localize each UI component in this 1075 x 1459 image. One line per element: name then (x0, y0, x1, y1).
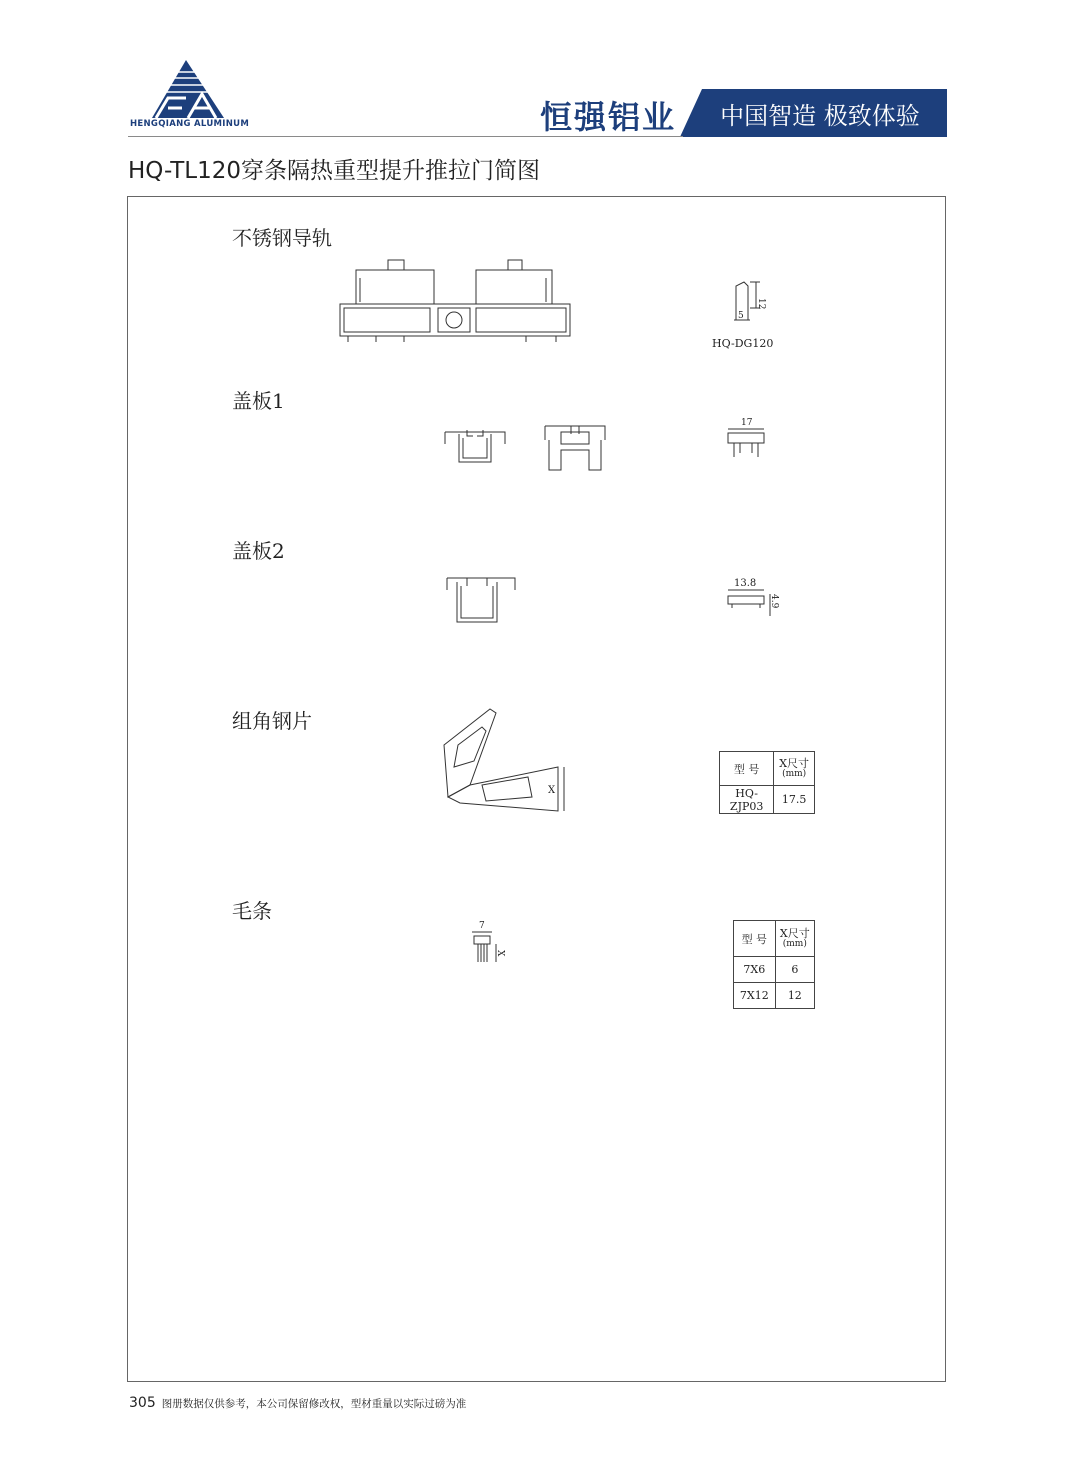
guide-rail-dim-width: 5 (738, 311, 744, 321)
logo-text: HENGQIANG ALUMINUM (130, 119, 250, 129)
header-divider (128, 136, 683, 137)
brand-name: 恒强铝业 (540, 98, 677, 136)
brush-strip-spec-table (733, 920, 815, 1009)
spec-cell-model: 7X6 (734, 957, 776, 983)
corner-steel-piece-drawing (440, 705, 570, 817)
spec-cell-model: 7X12 (734, 983, 776, 1009)
spec-header-x-size: X尺寸 (mm) (775, 921, 814, 957)
cover-plate-1-dim-width: 17 (741, 418, 753, 428)
section-label-cover-plate-1: 盖板1 (232, 389, 285, 413)
page-number: 305 (129, 1395, 156, 1411)
section-label-brush-strip: 毛条 (232, 899, 272, 923)
section-label-cover-plate-2: 盖板2 (232, 539, 285, 563)
guide-rail-profile-drawing (330, 258, 580, 348)
spec-cell-model: HQ-ZJP03 (720, 786, 774, 814)
brush-strip-dim-x: X (495, 950, 505, 957)
spec-header-model: 型 号 (734, 921, 776, 957)
spec-cell-x-value: 17.5 (774, 786, 815, 814)
corner-steel-spec-table (719, 751, 815, 814)
section-label-corner-steel: 组角钢片 (232, 709, 312, 733)
guide-rail-part-code: HQ-DG120 (712, 337, 774, 350)
cover-plate-1-drawing-b (543, 424, 608, 474)
cover-plate-2-drawing (445, 574, 520, 626)
cover-plate-2-section-drawing (722, 574, 782, 619)
brush-strip-drawing (466, 918, 516, 968)
page-footer (129, 1395, 466, 1411)
spec-header-model: 型 号 (720, 752, 774, 786)
cover-plate-2-dim-width: 13.8 (734, 578, 757, 589)
cover-plate-2-dim-height: 4.9 (769, 594, 779, 609)
corner-steel-dim-x: X (548, 785, 556, 796)
spec-header-x-size: X尺寸 (mm) (774, 752, 815, 786)
page-title: HQ-TL120穿条隔热重型提升推拉门简图 (128, 158, 540, 184)
spec-cell-x-value: 12 (775, 983, 814, 1009)
section-label-guide-rail: 不锈钢导轨 (232, 226, 332, 250)
cover-plate-1-section-drawing (722, 415, 772, 460)
brush-strip-dim-width: 7 (479, 921, 485, 931)
spec-cell-x-value: 6 (775, 957, 814, 983)
guide-rail-dim-height: 12 (756, 298, 766, 310)
guide-rail-section-drawing (720, 278, 780, 328)
footer-note: 图册数据仅供参考，本公司保留修改权，型材重量以实际过磅为准 (161, 1398, 467, 1410)
slogan-text: 中国智造 极致体验 (720, 102, 920, 130)
cover-plate-1-drawing-a (443, 428, 513, 468)
